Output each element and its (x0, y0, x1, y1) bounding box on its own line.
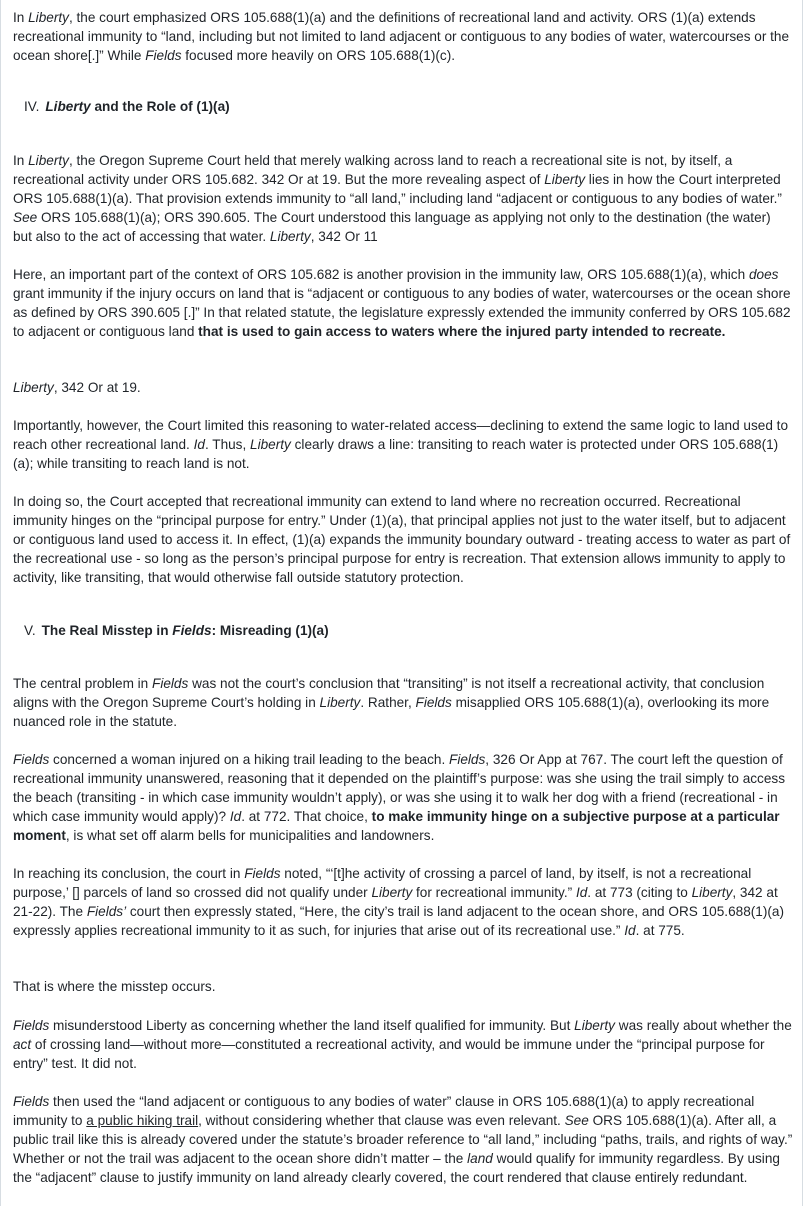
paragraph-misunderstood: Fields misunderstood Liberty as concerning whether the land itself qualified for immunity. But Liberty was really about whether the act of crossing land—without more—constituted a recreational activity, and would be immune under the “principal purpose for entry” test. It did not. (13, 1018, 792, 1071)
article-body (1, 0, 803, 1206)
section-heading-iv (24, 97, 803, 116)
section-number: IV. (24, 99, 40, 114)
section-number: V. (24, 623, 36, 638)
paragraph-citation: Liberty, 342 Or at 19. (13, 380, 141, 395)
public-hiking-trail-text: a public hiking trail (86, 1113, 199, 1128)
section-heading-v (24, 621, 803, 640)
paragraph-misstep: That is where the misstep occurs. (13, 979, 216, 994)
section-title: Liberty and the Role of (1)(a) (45, 99, 230, 114)
section-title: The Real Misstep in Fields: Misreading (1)(a) (41, 623, 329, 638)
paragraph-principal-purpose: In doing so, the Court accepted that recreational immunity can extend to land where no recreation occurred. Recreational immunity hinges on the “principal purpose for entry.” Under (1)(a), that principal applies not just to the water itself, but to adjacent or contiguous land used to access it. In effect, (1)(a) expands the immunity boundary outward - treating access to water as part of the recreational use - so long as the person’s principal purpose for entry is recreation. That extension allows immunity to apply to activity, like transiting, that would otherwise fall outside statutory protection. (13, 494, 791, 585)
paragraph-redundant-clause: Fields then used the “land adjacent or contiguous to any bodies of water” clause in ORS 105.688(1)(a) to apply recreational immunity to a public hiking trail, without considering whether that clause was even relevant. See ORS 105.688(1)(a). After all, a public trail like this is already covered under the statute’s broader reference to “all land,” including “paths, trails, and rights of way.” Whether or not the trail was adjacent to the ocean shore didn’t matter – the land would qualify for immunity regardless. By using the “adjacent” clause to justify immunity on land already clearly covered, the court rendered that clause entirely redundant. (13, 1094, 793, 1185)
paragraph-central-problem: The central problem in Fields was not the court’s conclusion that “transiting” is not itself a recreational activity, that conclusion aligns with the Oregon Supreme Court’s holding in Liberty. Rather, Fields misapplied ORS 105.688(1)(a), overlooking its more nuanced role in the statute. (13, 676, 770, 729)
paragraph-block-quote: Here, an important part of the context of ORS 105.682 is another provision in the immunity law, ORS 105.688(1)(a), which does grant immunity if the injury occurs on land that is “adjacent or contiguous to any bodies of water, watercourses or the ocean shore as defined by ORS 390.605 [.]” In that related statute, the legislature expressly extended the immunity conferred by ORS 105.682 to adjacent or contiguous land that is used to gain access to waters where the injured party intended to recreate. (13, 267, 791, 339)
paragraph-water-access-limit: Importantly, however, the Court limited this reasoning to water-related access—declining to extend the same logic to land used to reach other recreational land. Id. Thus, Liberty clearly draws a line: transiting to reach water is protected under ORS 105.688(1)(a); while transiting to reach land is not. (13, 418, 789, 471)
paragraph-fields-reasoning: In reaching its conclusion, the court in Fields noted, “‘[t]he activity of crossing a parcel of land, by itself, is not a recreational purpose,’ [] parcels of land so crossed did not qualify under Liberty for recreational immunity.” Id. at 773 (citing to Liberty, 342 at 21-22). The Fields’ court then expressly stated, “Here, the city’s trail is land adjacent to the ocean shore, and ORS 105.688(1)(a) expressly applies recreational immunity to it as such, for injuries that arise out of its recreational use.” Id. at 775. (13, 866, 784, 938)
paragraph-liberty-holding: In Liberty, the Oregon Supreme Court held that merely walking across land to reach a recreational site is not, by itself, a recreational activity under ORS 105.682. 342 Or at 19. But the more revealing aspect of Liberty lies in how the Court interpreted ORS 105.688(1)(a). That provision extends immunity to “all land,” including land “adjacent or contiguous to any bodies of water.” See ORS 105.688(1)(a); ORS 390.605. The Court understood this language as applying not only to the destination (the water) but also to the act of accessing that water. Liberty, 342 Or 11 (13, 153, 782, 244)
paragraph-liberty-intro: In Liberty, the court emphasized ORS 105.688(1)(a) and the definitions of recreational land and activity. ORS (1)(a) extends recreational immunity to “land, including but not limited to land adjacent or contiguous to any bodies of water, watercourses or the ocean shore[.]” While Fields focused more heavily on ORS 105.688(1)(c). (13, 10, 790, 63)
paragraph-fields-facts: Fields concerned a woman injured on a hiking trail leading to the beach. Fields, 326 Or App at 767. The court left the question of recreational immunity unanswered, reasoning that it depended on the plaintiff’s purpose: was she using the trail simply to access the beach (transiting - in which case immunity wouldn’t apply), or was she using it to walk her dog with a friend (recreational - in which case immunity would apply)? Id. at 772. That choice, to make immunity hinge on a subjective purpose at a particular moment, is what set off alarm bells for municipalities and landowners. (13, 752, 786, 843)
